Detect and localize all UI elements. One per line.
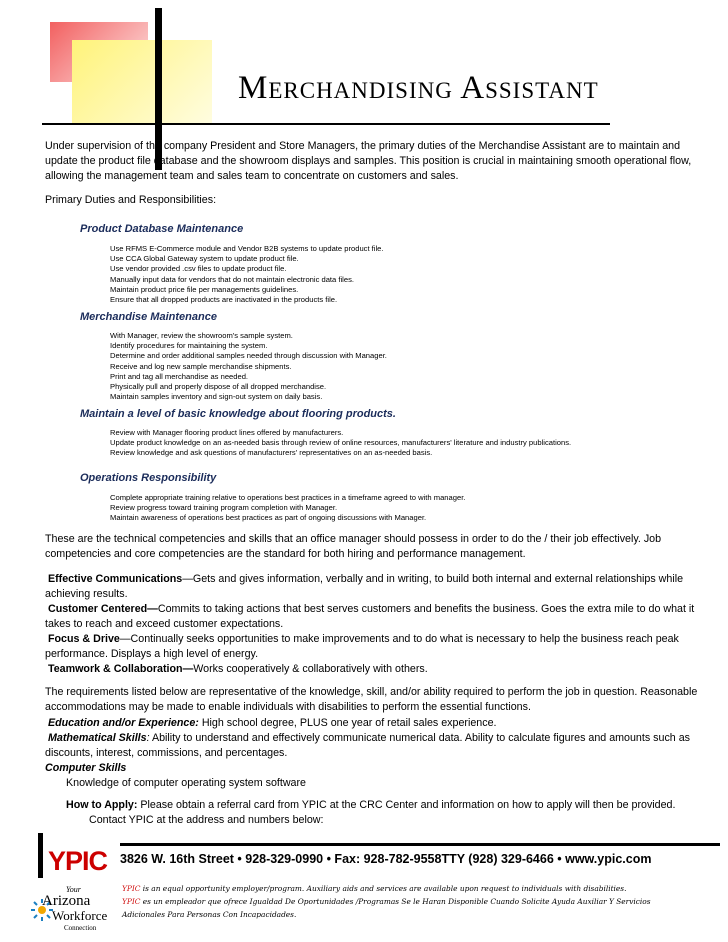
competency-label: Effective Communications xyxy=(47,573,183,585)
competency-communications xyxy=(45,572,705,602)
list-item: Review with Manager flooring product lines offered by manufacturers. xyxy=(110,428,344,437)
apply-label: How to Apply: xyxy=(66,799,138,811)
eo-english-text: is an equal opportunity employer/program. Auxiliary aids and services are available upon request to individuals with disabilities. xyxy=(140,884,627,893)
list-item: Complete appropriate training relative to operations best practices in a timeframe agreed to with manager. xyxy=(110,493,466,502)
workforce-logo-connection: Connection xyxy=(64,924,97,932)
section-list-merchandise xyxy=(110,331,387,402)
requirement-label: Education and/or Experience: xyxy=(47,717,199,729)
competency-label: Customer Centered— xyxy=(47,603,158,615)
requirement-text: Ability to understand and effectively communicate numerical data. Ability to calculate figures and amounts such as discounts, interest, commissions, and percentages. xyxy=(45,732,690,759)
eo-english xyxy=(122,882,712,895)
eo-brand: YPIC xyxy=(122,884,141,893)
list-item: Use RFMS E-Commerce module and Vendor B2B systems to update product file. xyxy=(110,244,384,253)
competency-text: Commits to taking actions that best serves customers and benefits the business. Goes the extra mile to do what it takes to reach and exceed customer expectations. xyxy=(45,603,695,630)
section-heading-flooring: Maintain a level of basic knowledge about flooring products. xyxy=(80,408,396,420)
how-to-apply xyxy=(66,798,716,813)
list-item: Receive and log new sample merchandise shipments. xyxy=(110,361,292,371)
competency-teamwork xyxy=(45,662,705,677)
list-item: Manually input data for vendors that do not maintain electronic data files. xyxy=(110,274,354,284)
workforce-logo-workforce: Workforce xyxy=(52,908,108,923)
requirement-text: High school degree, PLUS one year of retail sales experience. xyxy=(198,717,497,729)
list-item: Print and tag all merchandise as needed. xyxy=(110,371,249,381)
list-item: Maintain awareness of operations best practices as part of ongoing discussions with Manager. xyxy=(110,513,427,523)
eo-spanish xyxy=(122,895,712,908)
intro-paragraph: Under supervision of the company President and Store Managers, the primary duties of the Merchandise Assistant are to maintain and update the product file database and the showroom displays and samples. This position is crucial in maintaining smooth operational flow, allowing the management team and sales team to concentrate on customers and sales. xyxy=(45,140,692,182)
competencies-intro: These are the technical competencies and skills that an office manager should possess in order to do the / their job effectively. Job competencies and core competencies are the standard for both hiring and performance management. xyxy=(45,533,662,560)
requirement-education xyxy=(45,716,705,731)
list-item: Ensure that all dropped products are inactivated in the products file. xyxy=(110,294,338,304)
ypic-logo: YPIC xyxy=(48,846,108,876)
competency-text: —Continually seeks opportunities to make improvements and to do what is necessary to help the business reach peak performance. Displays a high level of energy. xyxy=(45,633,679,660)
requirement-computer-text: Knowledge of computer operating system software xyxy=(66,777,306,789)
equal-opportunity-statement xyxy=(122,882,712,921)
competency-label: Teamwork & Collaboration— xyxy=(47,663,194,675)
page-title: Merchandising Assistant xyxy=(238,70,599,106)
list-item: Update product knowledge on an as-needed basis through review of online resources, manufacturers' literature and industry publications. xyxy=(110,438,572,448)
workforce-logo-arizona: Arizona xyxy=(42,893,91,909)
footer-contact: 3826 W. 16th Street • 928-329-0990 • Fax: 928-782-9558TTY (928) 329-6466 • www.ypic.com xyxy=(120,852,652,866)
decorative-yellow-square xyxy=(72,40,212,124)
list-item: Maintain samples inventory and sign-out system on daily basis. xyxy=(110,392,323,402)
requirement-label: Computer Skills xyxy=(45,762,127,774)
section-heading-product-database: Product Database Maintenance xyxy=(80,223,244,235)
eo-brand: YPIC xyxy=(122,897,141,906)
apply-text: Please obtain a referral card from YPIC at the CRC Center and information on how to apply will then be provided. xyxy=(137,799,676,811)
requirement-label: Mathematical Skills xyxy=(47,732,147,744)
workforce-logo-your: Your xyxy=(66,885,81,894)
section-list-product-database xyxy=(110,244,384,305)
duties-heading: Primary Duties and Responsibilities: xyxy=(45,194,217,206)
title-rule xyxy=(42,123,610,125)
list-item: With Manager, review the showroom's sample system. xyxy=(110,331,293,340)
competency-text: Works cooperatively & collaboratively with others. xyxy=(193,663,428,675)
competency-focus xyxy=(45,632,705,662)
requirement-math xyxy=(45,731,705,761)
section-list-flooring xyxy=(110,428,571,459)
section-heading-merchandise: Merchandise Maintenance xyxy=(80,311,217,323)
list-item: Use CCA Global Gateway system to update product file. xyxy=(110,254,299,264)
list-item: Review progress toward training program completion with Manager. xyxy=(110,503,338,513)
requirement-colon: : xyxy=(146,732,150,744)
section-list-operations xyxy=(110,493,465,524)
eo-spanish-line2: Adicionales Para Personas Con Incapacidades. xyxy=(122,910,297,919)
list-item: Physically pull and properly dispose of all dropped merchandise. xyxy=(110,381,327,391)
list-item: Use vendor provided .csv files to update product file. xyxy=(110,264,287,274)
list-item: Determine and order additional samples needed through discussion with Manager. xyxy=(110,351,387,361)
eo-spanish-text: es un empleador que ofrece Igualdad De Oportunidades /Programas Se le Haran Disponible Cuando Solicite Ayuda Auxiliar Y Servicios xyxy=(140,897,651,906)
competency-customer xyxy=(45,602,705,632)
list-item: Maintain product price file per managements guidelines. xyxy=(110,284,299,294)
footer-rule xyxy=(120,843,720,846)
competency-label: Focus & Drive xyxy=(47,633,120,645)
competency-text: —Gets and gives information, verbally and in writing, to build both internal and external relationships while achieving results. xyxy=(45,573,684,600)
requirements-intro: The requirements listed below are representative of the knowledge, skill, and/or ability required to perform the job in question. Reasonable accommodations may be made to enable individuals with disabilities to perform the essential functions. xyxy=(45,686,698,713)
list-item: Review knowledge and ask questions of manufacturers' representatives on an as-needed basis. xyxy=(110,448,433,458)
apply-contact-line: Contact YPIC at the address and numbers below: xyxy=(89,814,324,826)
requirement-computer-label xyxy=(45,761,705,776)
list-item: Identify procedures for maintaining the system. xyxy=(110,341,268,351)
footer-decorative-bar xyxy=(38,833,43,878)
section-heading-operations: Operations Responsibility xyxy=(80,472,217,484)
